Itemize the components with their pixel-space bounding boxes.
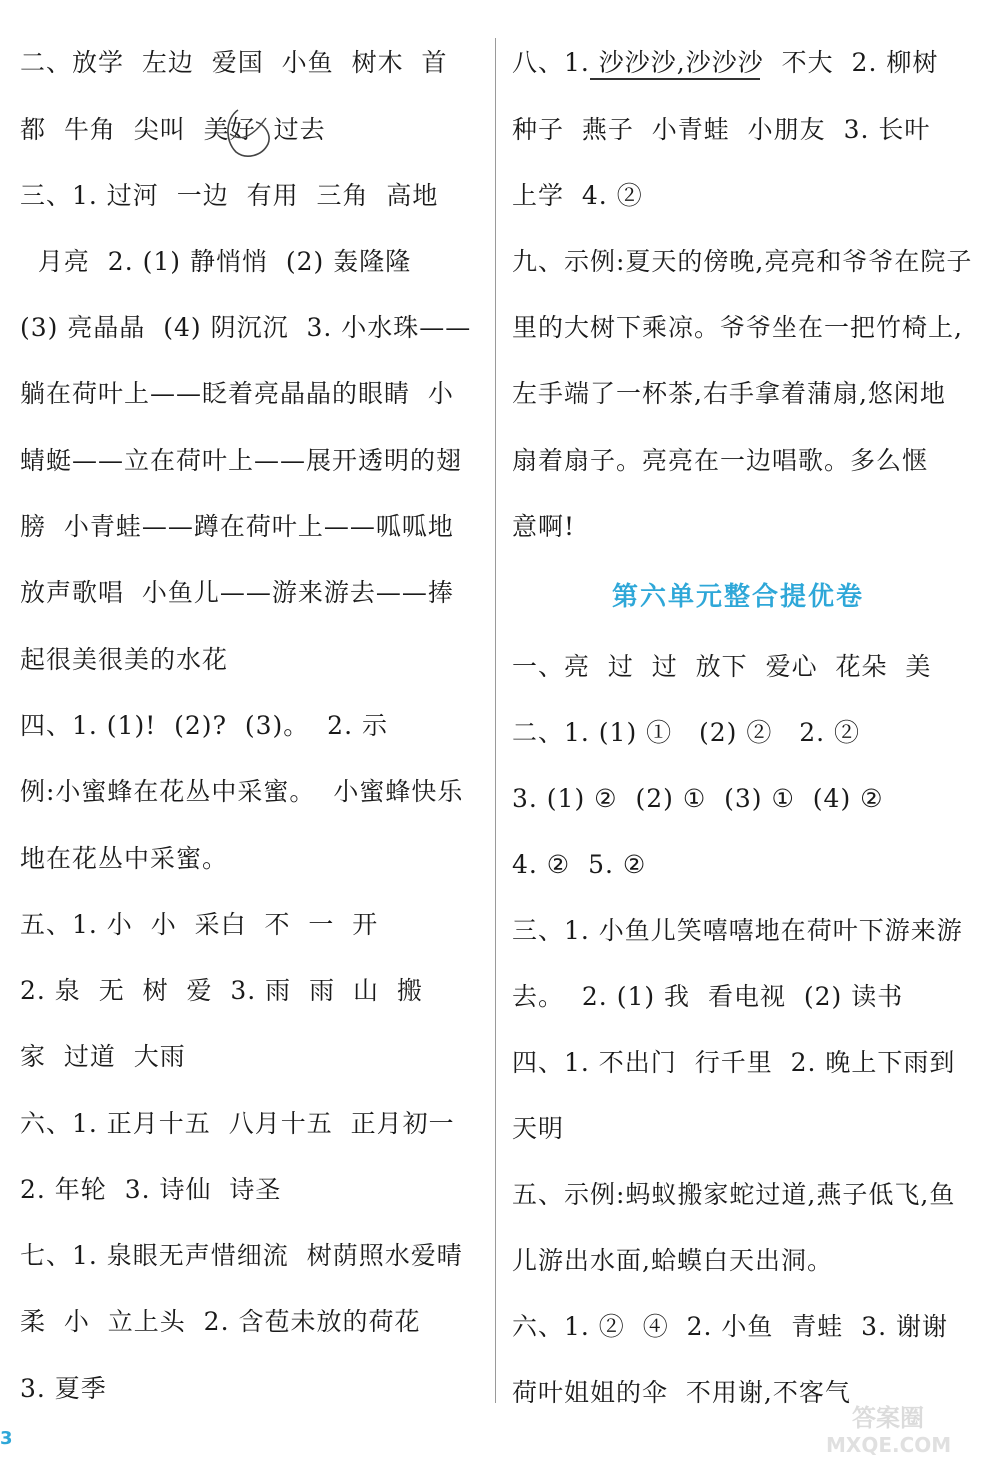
answer-line: 八、1. 沙沙沙,沙沙沙 不大 2. 柳树 — [512, 48, 939, 77]
answer-line: 二、1. (1) ① (2) ② 2. ② — [512, 718, 860, 747]
answer-line: 家 过道 大雨 — [20, 1042, 186, 1071]
pen-scribble-icon — [218, 104, 278, 162]
answer-line: 柔 小 立上头 2. 含苞未放的荷花 — [20, 1307, 421, 1336]
answer-line: 上学 4. ② — [512, 181, 643, 210]
section-title: 第六单元整合提优卷 — [612, 582, 865, 612]
answer-line: 3. 夏季 — [20, 1374, 107, 1403]
answer-line: 放声歌唱 小鱼儿——游来游去——捧 — [20, 578, 454, 607]
site-watermark-logo — [812, 1400, 992, 1456]
answer-line: 例:小蜜蜂在花丛中采蜜。 小蜜蜂快乐 — [20, 777, 464, 806]
answer-line: 种子 燕子 小青蛙 小朋友 3. 长叶 — [512, 115, 931, 144]
answer-line: 地在花丛中采蜜。 — [20, 844, 229, 873]
answer-line: 五、示例:蚂蚁搬家蛇过道,燕子低飞,鱼 — [512, 1180, 956, 1209]
answer-line: 左手端了一杯茶,右手拿着蒲扇,悠闲地 — [512, 379, 946, 408]
answer-line: 四、1. (1)! (2)? (3)。 2. 示 — [20, 711, 388, 740]
answer-line: (3) 亮晶晶 (4) 阴沉沉 3. 小水珠—— — [20, 313, 472, 342]
answer-line: 3. (1) ② (2) ① (3) ① (4) ② — [512, 784, 884, 813]
answer-line: 三、1. 小鱼儿笑嘻嘻地在荷叶下游来游 — [512, 916, 963, 945]
answer-line: 2. 年轮 3. 诗仙 诗圣 — [20, 1175, 282, 1204]
answer-line: 九、示例:夏天的傍晚,亮亮和爷爷在院子 — [512, 247, 973, 276]
answer-line: 四、1. 不出门 行千里 2. 晚上下雨到 — [512, 1048, 956, 1077]
answer-line: 去。 2. (1) 我 看电视 (2) 读书 — [512, 982, 904, 1011]
answer-line: 三、1. 过河 一边 有用 三角 高地 — [20, 181, 439, 210]
answer-line: 六、1. ② ④ 2. 小鱼 青蛙 3. 谢谢 — [512, 1312, 948, 1341]
answer-line: 五、1. 小 小 采白 不 一 开 — [20, 910, 379, 939]
answer-line: 意啊! — [512, 512, 576, 541]
answer-line: 蜻蜓——立在荷叶上——展开透明的翅 — [20, 446, 463, 475]
answer-line: 荷叶姐姐的伞 不用谢,不客气 — [512, 1378, 851, 1407]
answer-line: 2. 泉 无 树 爱 3. 雨 雨 山 搬 — [20, 976, 423, 1005]
answer-line: 一、亮 过 过 放下 爱心 花朵 美 — [512, 652, 932, 681]
answer-line: 月亮 2. (1) 静悄悄 (2) 轰隆隆 — [20, 247, 412, 276]
answer-line: 二、放学 左边 爱国 小鱼 树木 首 — [20, 48, 448, 77]
answer-line: 起很美很美的水花 — [20, 645, 229, 674]
watermark-top-text: 答案圈 — [852, 1404, 924, 1432]
answer-line: 里的大树下乘凉。爷爷坐在一把竹椅上, — [512, 313, 963, 342]
answer-line: 七、1. 泉眼无声惜细流 树荫照水爱晴 — [20, 1241, 463, 1270]
answer-line: 六、1. 正月十五 八月十五 正月初一 — [20, 1109, 455, 1138]
answer-line: 天明 — [512, 1114, 565, 1143]
answer-line: 都 牛角 尖叫 美好 过去 — [20, 115, 326, 144]
answer-line: 扇着扇子。亮亮在一边唱歌。多么惬 — [512, 446, 929, 475]
answer-line: 膀 小青蛙——蹲在荷叶上——呱呱地 — [20, 512, 454, 541]
column-divider — [495, 38, 496, 1403]
answer-line: 儿游出水面,蛤蟆白天出洞。 — [512, 1246, 833, 1275]
page-number: 3 — [0, 1428, 13, 1449]
watermark-bottom-text: MXQE.COM — [826, 1433, 952, 1456]
answer-line: 躺在荷叶上——眨着亮晶晶的眼睛 小 — [20, 379, 454, 408]
answer-line: 4. ② 5. ② — [512, 850, 647, 879]
